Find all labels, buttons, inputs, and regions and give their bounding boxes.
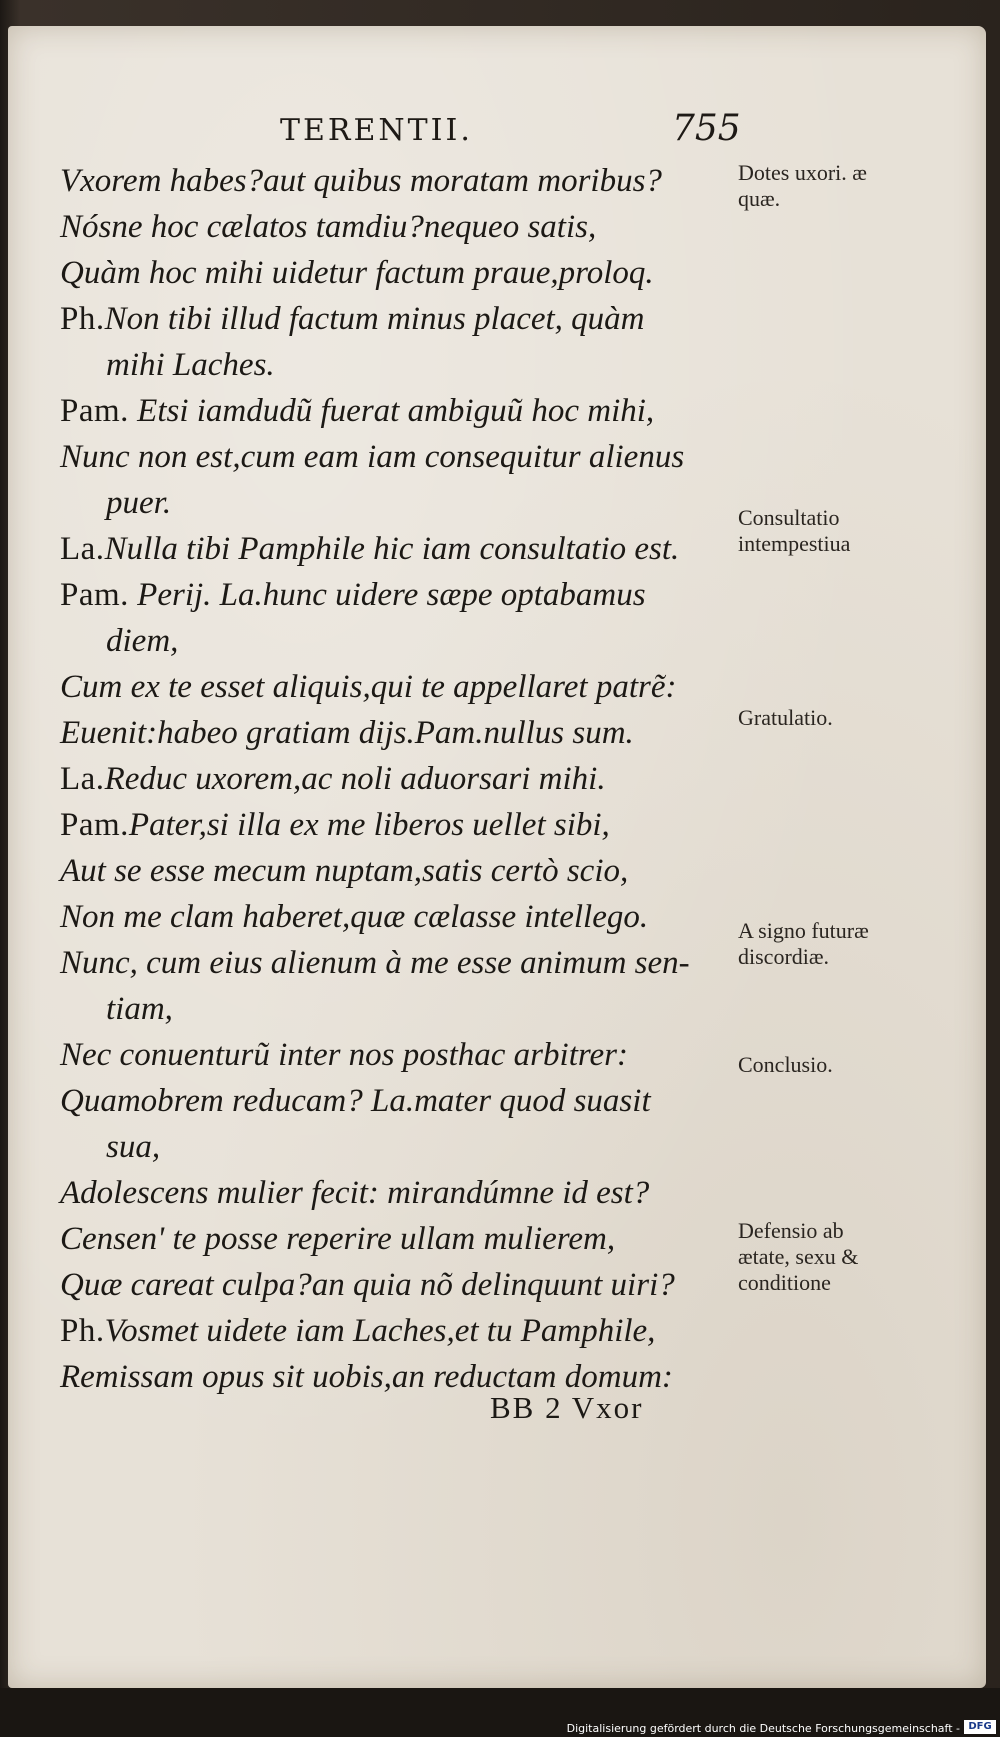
- verse-line: [60, 296, 740, 342]
- line-text: Nec conuenturũ inter nos posthac arbitrer:: [60, 1037, 628, 1073]
- line-text: Non tibi illud factum minus placet, quàm: [104, 301, 645, 337]
- verse-line: [60, 802, 740, 848]
- line-text: Censen' te posse reperire ullam mulierem,: [60, 1221, 616, 1257]
- speaker-label: Pam.: [60, 807, 129, 843]
- margin-note: Defensio ab ætate, sexu & conditione: [738, 1218, 859, 1295]
- verse-line: [60, 1078, 740, 1124]
- page-number: 755: [672, 108, 741, 149]
- line-text: Nunc non est,cum eam iam consequitur alienus: [60, 439, 685, 475]
- line-text: Aut se esse mecum nuptam,satis certò scio,: [60, 853, 629, 889]
- line-text: Perij. La.hunc uidere sæpe optabamus: [128, 577, 646, 613]
- verse-text: [60, 158, 740, 1400]
- verse-line: [60, 986, 740, 1032]
- line-text: Non me clam haberet,quæ cælasse intellego.: [60, 899, 649, 935]
- verse-line: [60, 158, 740, 204]
- verse-line: [60, 1262, 740, 1308]
- dfg-logo: DFG: [964, 1720, 996, 1734]
- verse-line: [60, 1308, 740, 1354]
- verse-line: [60, 572, 740, 618]
- speaker-label: La.: [60, 761, 105, 797]
- line-text: Quàm hoc mihi uidetur factum praue,proloq.: [60, 255, 654, 291]
- running-title: TERENTII.: [280, 113, 473, 148]
- verse-line: [60, 848, 740, 894]
- line-text: Reduc uxorem,ac noli aduorsari mihi.: [104, 761, 606, 797]
- verse-line: [60, 434, 740, 480]
- verse-line: [60, 250, 740, 296]
- speaker-label: Pam.: [60, 577, 129, 613]
- line-text: Adolescens mulier fecit: mirandúmne id est?: [60, 1175, 650, 1211]
- line-text: Vosmet uidete iam Laches,et tu Pamphile,: [104, 1313, 656, 1349]
- verse-line: [60, 894, 740, 940]
- verse-line: [60, 756, 740, 802]
- line-text: Etsi iamdudũ fuerat ambiguũ hoc mihi,: [128, 393, 655, 429]
- line-text: mihi Laches.: [106, 347, 275, 383]
- line-text: Euenit:habeo gratiam dijs.Pam.nullus sum.: [60, 715, 634, 751]
- verse-line: [60, 1032, 740, 1078]
- line-text: Nósne hoc cælatos tamdiu?nequeo satis,: [60, 209, 597, 245]
- verse-line: [60, 204, 740, 250]
- line-text: Vxorem habes?aut quibus moratam moribus?: [60, 163, 662, 199]
- margin-note: A signo futuræ discordiæ.: [738, 918, 869, 969]
- catchword: BB 2 Vxor: [490, 1390, 644, 1425]
- line-text: Cum ex te esset aliquis,qui te appellaret patrẽ:: [60, 669, 677, 705]
- line-text: Nulla tibi Pamphile hic iam consultatio est.: [104, 531, 680, 567]
- verse-line: [60, 342, 740, 388]
- line-text: Remissam opus sit uobis,an reductam domum:: [60, 1359, 673, 1395]
- line-text: sua,: [106, 1129, 161, 1165]
- verse-line: [60, 940, 740, 986]
- line-text: Quamobrem reducam? La.mater quod suasit: [60, 1083, 651, 1119]
- speaker-label: Ph.: [60, 301, 105, 337]
- verse-line: [60, 710, 740, 756]
- margin-note: Dotes uxori. æ quæ.: [738, 160, 867, 211]
- digitization-credit: Digitalisierung gefördert durch die Deutsche Forschungsgemeinschaft -: [566, 1722, 960, 1735]
- verse-line: [60, 1170, 740, 1216]
- margin-note: Gratulatio.: [738, 705, 833, 730]
- line-text: Nunc, cum eius alienum à me esse animum sen-: [60, 945, 690, 981]
- verse-line: [60, 1216, 740, 1262]
- margin-note: Consultatio intempestiua: [738, 505, 851, 556]
- speaker-label: La.: [60, 531, 105, 567]
- verse-line: [60, 618, 740, 664]
- speaker-label: Ph.: [60, 1313, 105, 1349]
- line-text: Quæ careat culpa?an quia nõ delinquunt uiri?: [60, 1267, 675, 1303]
- verse-line: [60, 388, 740, 434]
- line-text: Pater,si illa ex me liberos uellet sibi,: [128, 807, 610, 843]
- line-text: puer.: [106, 485, 172, 521]
- verse-line: [60, 664, 740, 710]
- margin-note: Conclusio.: [738, 1052, 833, 1077]
- speaker-label: Pam.: [60, 393, 129, 429]
- line-text: diem,: [106, 623, 179, 659]
- line-text: tiam,: [106, 991, 173, 1027]
- verse-line: [60, 480, 740, 526]
- verse-line: [60, 526, 740, 572]
- verse-line: [60, 1124, 740, 1170]
